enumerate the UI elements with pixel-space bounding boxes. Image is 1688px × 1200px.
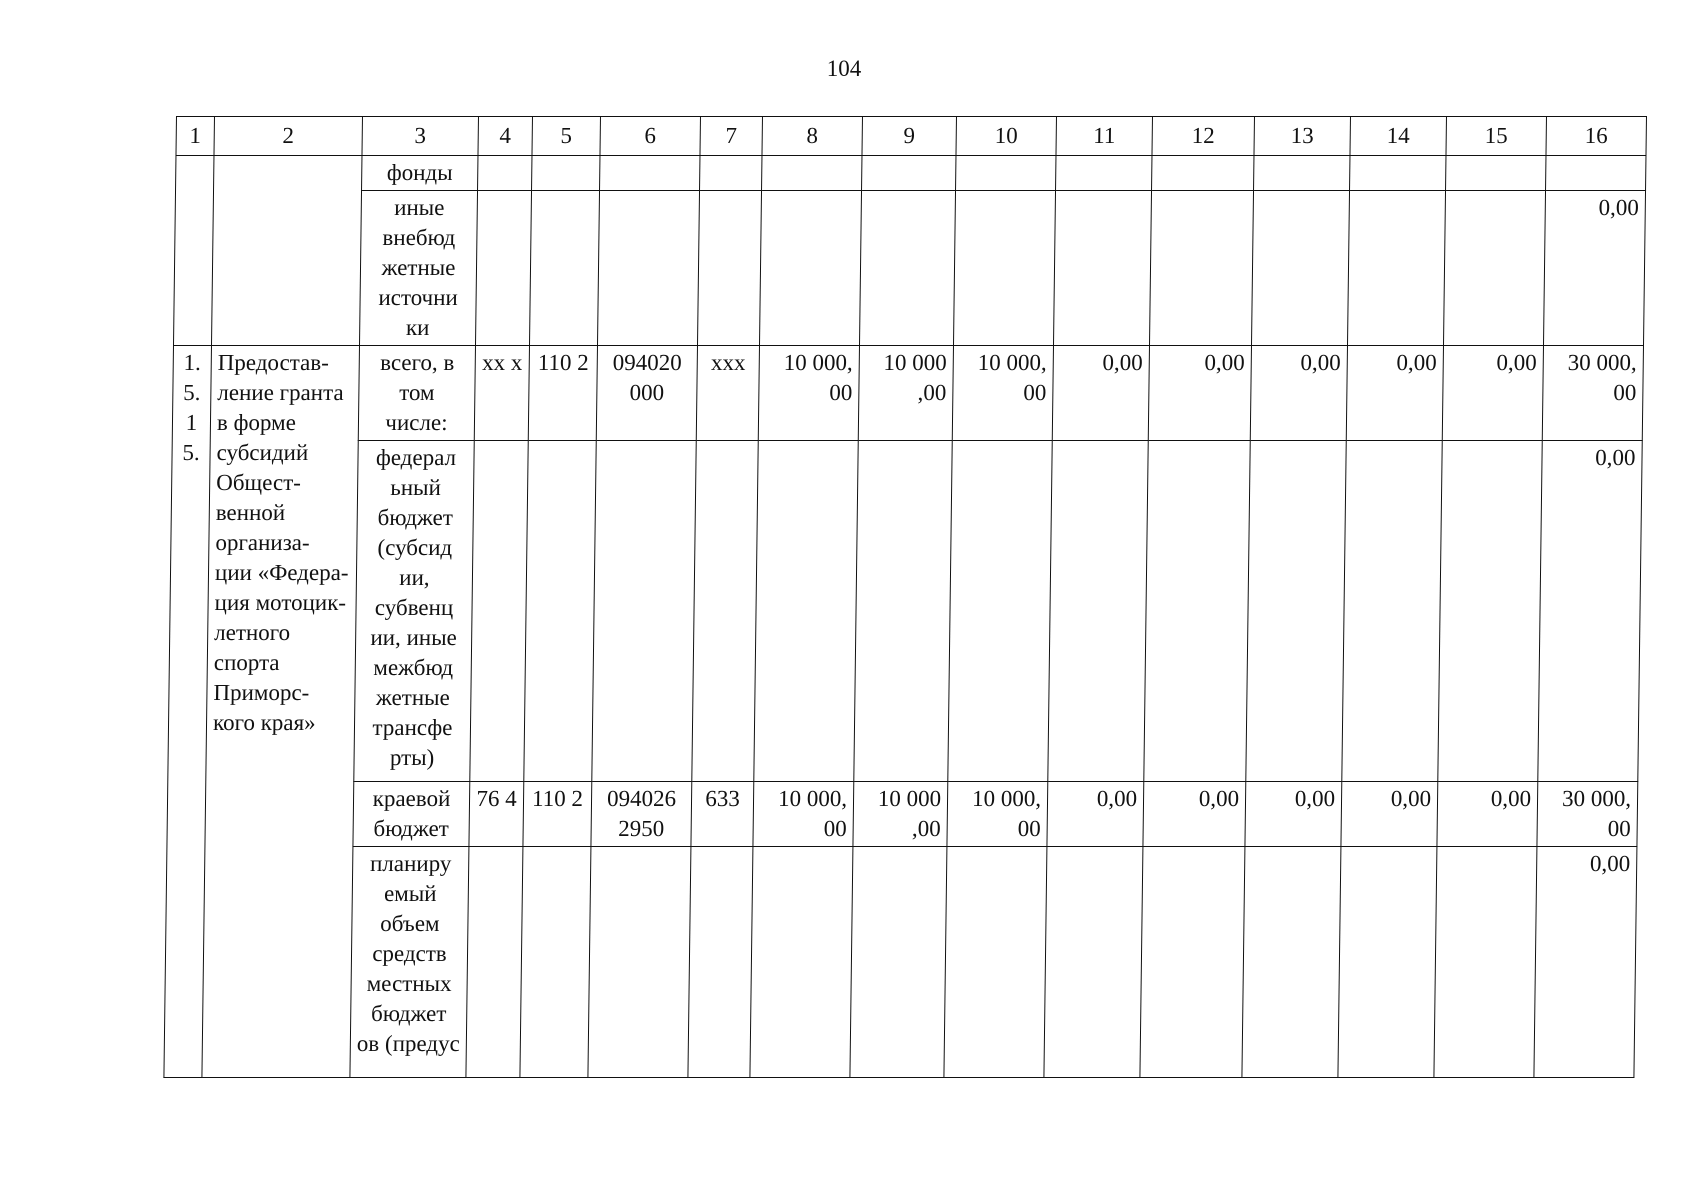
amount-cell: 0,00 (1341, 782, 1438, 847)
amount-cell: 0,00 (1143, 782, 1246, 847)
item-name-cell: Предостав- ление гранта в форме субсидий Общест- венной организа- ции «Федера- ция мотоцик- летного спорта Приморс- кого края» (202, 346, 360, 1078)
column-header: 9 (862, 117, 957, 156)
table-row (173, 191, 1645, 346)
page-number: 104 (826, 56, 862, 81)
column-header: 4 (478, 117, 533, 156)
total-cell: 30 000, 00 (1537, 782, 1638, 847)
amount-cell: 10 000, 00 (947, 782, 1048, 847)
amount-cell: 10 000, 00 (753, 782, 854, 847)
item-number-cell: 1. 5. 1 5. (164, 346, 212, 1078)
grbs-cell: 76 4 (469, 782, 524, 847)
column-header-row (176, 117, 1647, 156)
total-cell: 0,00 (1534, 847, 1637, 1078)
column-header: 11 (1056, 117, 1153, 156)
amount-cell: 0,00 (1346, 346, 1443, 441)
table-row (172, 346, 1643, 441)
rzpr-cell: 110 2 (528, 346, 597, 441)
rzpr-cell: 110 2 (523, 782, 592, 847)
amount-cell: 0,00 (1245, 782, 1342, 847)
column-header: 14 (1350, 117, 1447, 156)
total-cell: 30 000, 00 (1542, 346, 1643, 441)
csr-cell: 094026 2950 (591, 782, 692, 847)
amount-cell: 10 000 ,00 (853, 782, 948, 847)
funding-source-cell: фонды (362, 156, 478, 191)
column-header: 3 (362, 117, 479, 156)
budget-table (163, 116, 1647, 1078)
amount-cell: 10 000, 00 (952, 346, 1053, 441)
total-cell (1546, 156, 1646, 191)
total-cell: 0,00 (1538, 441, 1642, 782)
funding-source-cell: краевой бюджет (353, 782, 470, 847)
column-header: 10 (956, 117, 1057, 156)
column-header: 12 (1152, 117, 1255, 156)
amount-cell: 0,00 (1442, 346, 1543, 441)
column-header: 1 (176, 117, 215, 156)
amount-cell: 0,00 (1437, 782, 1538, 847)
column-header: 2 (214, 117, 363, 156)
total-cell: 0,00 (1543, 191, 1645, 346)
vr-cell: ххх (696, 346, 759, 441)
column-header: 15 (1446, 117, 1547, 156)
grbs-cell: хх х (474, 346, 529, 441)
column-header: 6 (600, 117, 701, 156)
funding-source-cell: иные внебюд жетные источни ки (359, 191, 477, 346)
funding-source-cell: планиру емый объем средств местных бюджет ов (предус (350, 847, 469, 1078)
table-row (164, 847, 1637, 1078)
amount-cell: 0,00 (1047, 782, 1144, 847)
amount-cell: 10 000 ,00 (858, 346, 953, 441)
column-header: 13 (1254, 117, 1351, 156)
amount-cell: 0,00 (1250, 346, 1347, 441)
column-header: 7 (700, 117, 763, 156)
column-header: 16 (1546, 117, 1647, 156)
column-header: 8 (762, 117, 863, 156)
column-header: 5 (532, 117, 601, 156)
item-name-cell-empty (211, 156, 361, 346)
funding-source-cell: федерал ьный бюджет (субсид ии, субвенц ии, иные межбюд жетные трансфе рты) (354, 441, 474, 782)
table-row (167, 782, 1638, 847)
vr-cell: 633 (691, 782, 754, 847)
csr-cell: 094020 000 (596, 346, 697, 441)
item-number-cell-empty (173, 156, 213, 346)
amount-cell: 0,00 (1052, 346, 1149, 441)
amount-cell: 10 000, 00 (758, 346, 859, 441)
table-row (176, 156, 1646, 191)
amount-cell: 0,00 (1148, 346, 1251, 441)
table-row (168, 441, 1642, 782)
funding-source-cell: всего, в том числе: (358, 346, 475, 441)
budget-table-sheet (163, 116, 1646, 1078)
